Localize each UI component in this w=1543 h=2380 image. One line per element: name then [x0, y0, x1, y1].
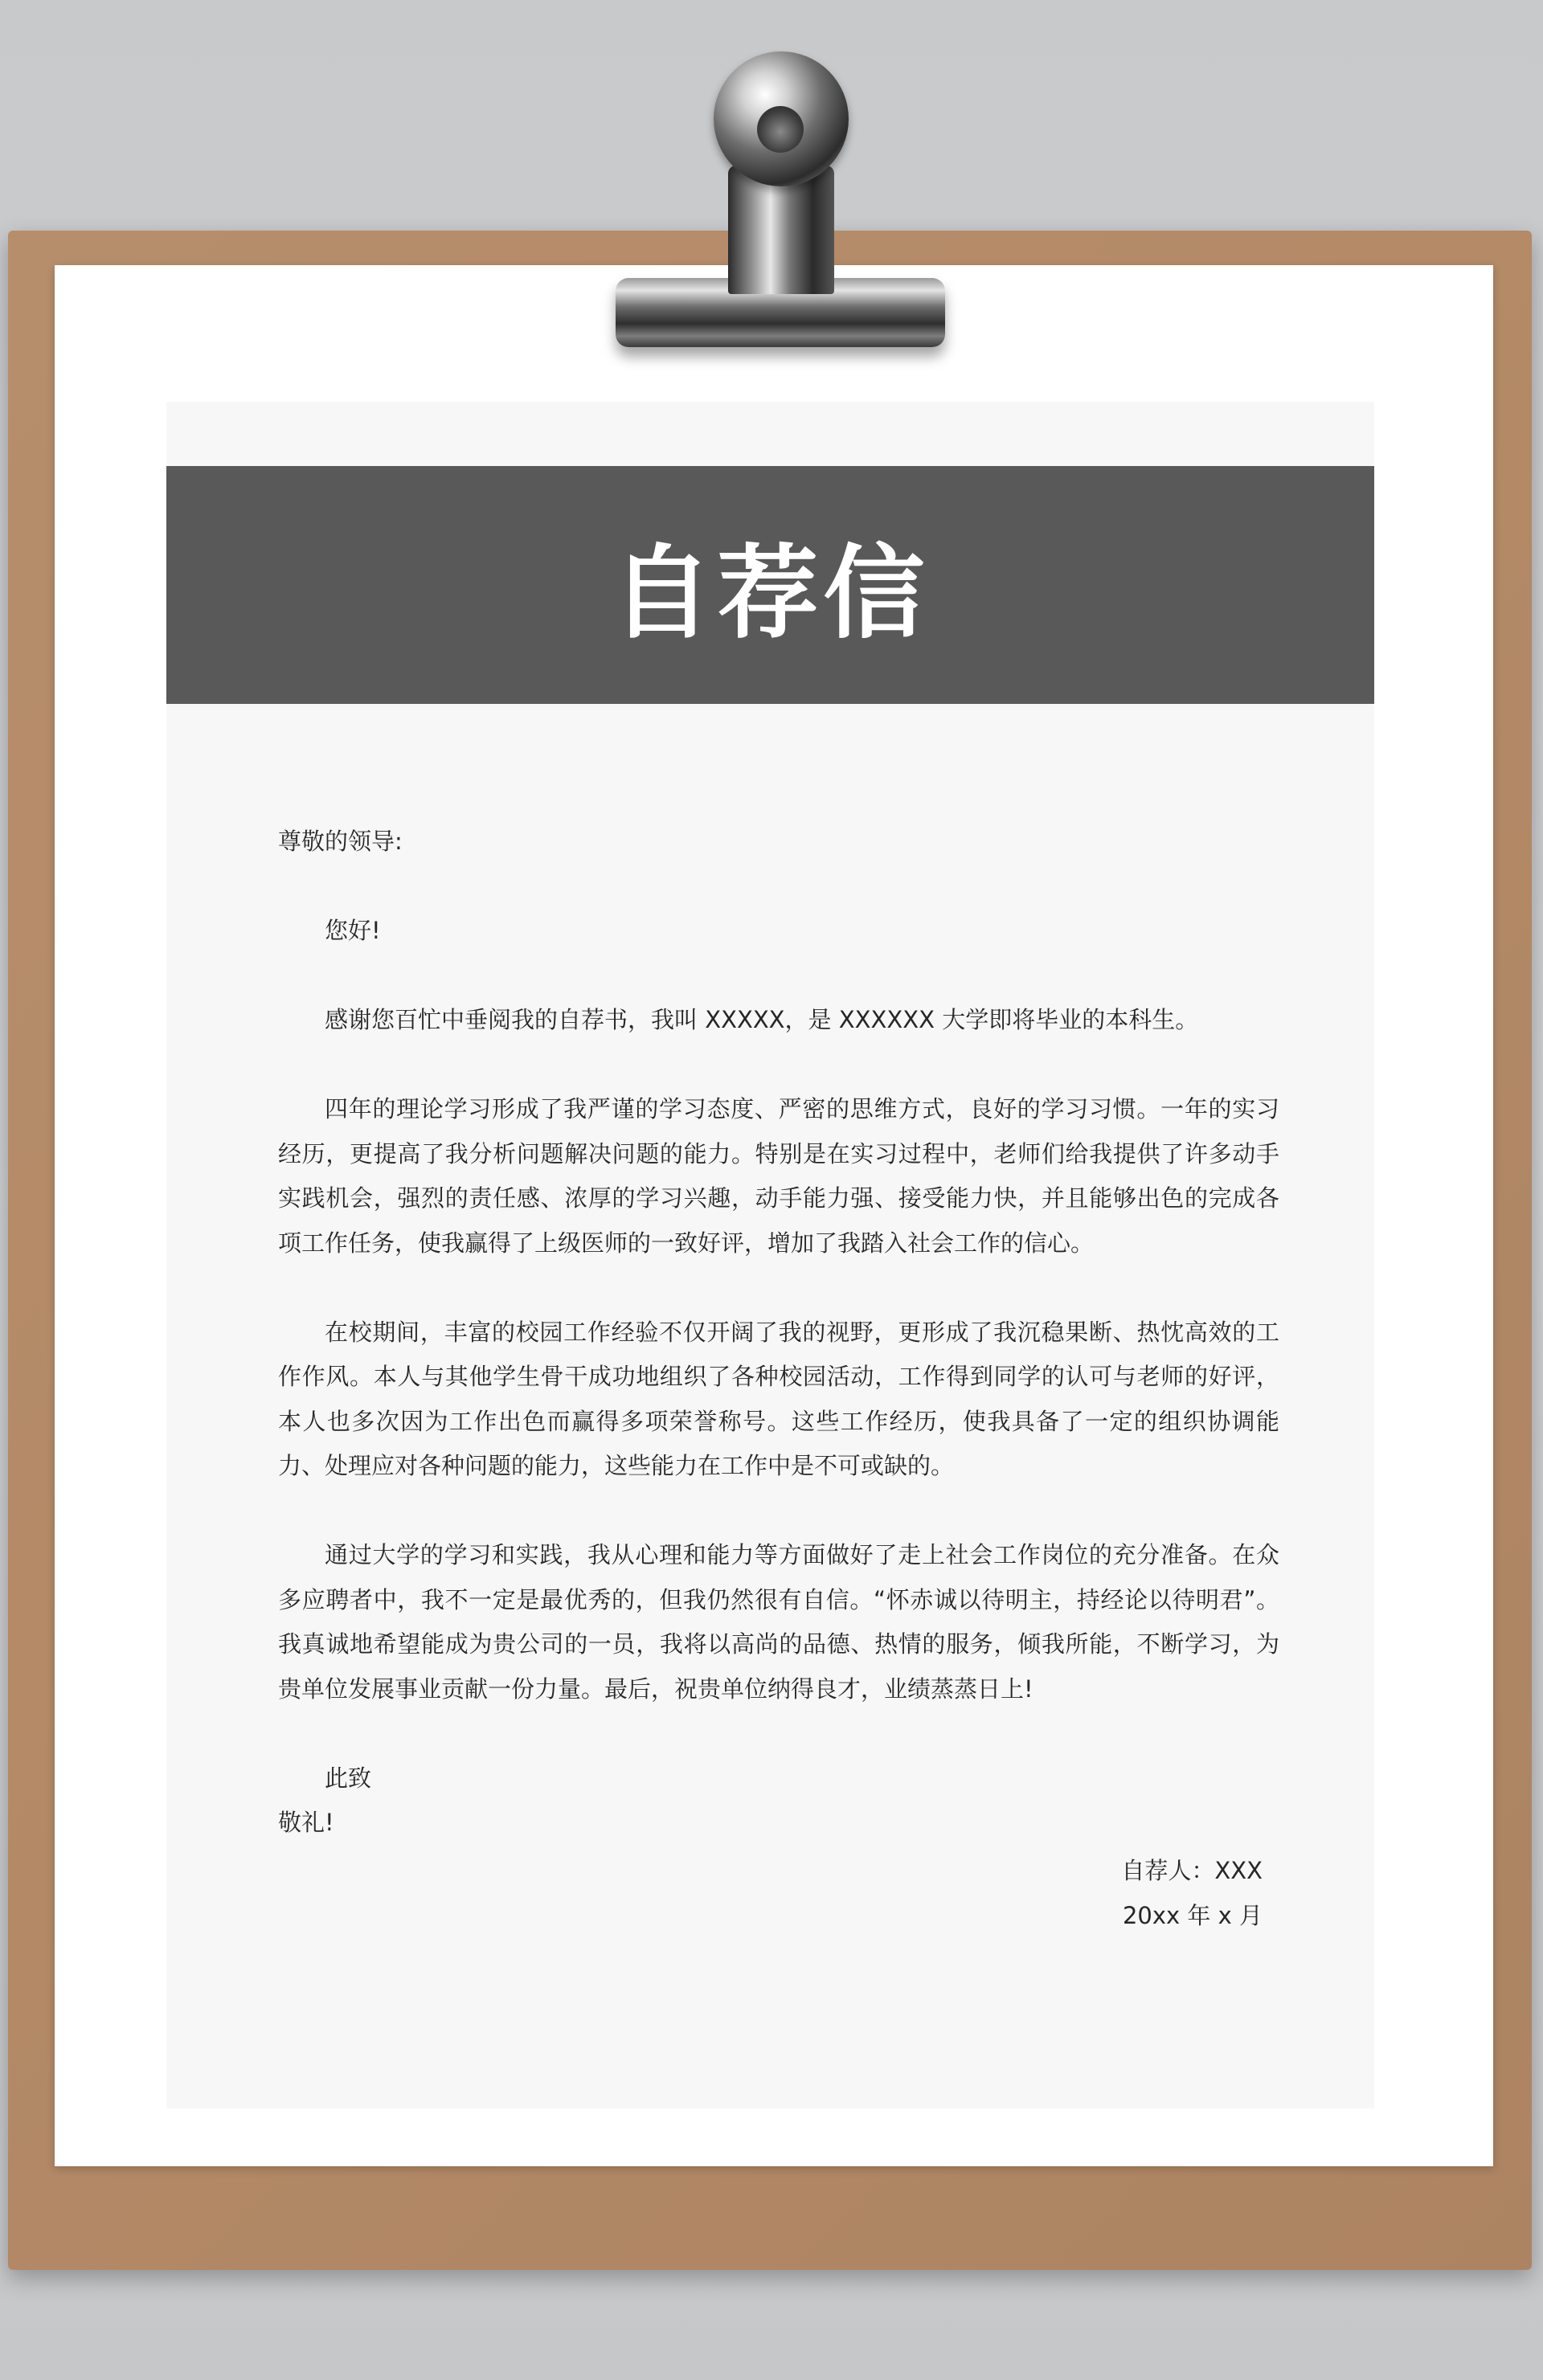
- paragraph-campus: 在校期间，丰富的校园工作经验不仅开阔了我的视野，更形成了我沉稳果断、热忱高效的工作作风。本人与其他学生骨干成功地组织了各种校园活动，工作得到同学的认可与老师的好评，本人也多次因为工作出色而赢得多项荣誉称号。这些工作经历，使我具备了一定的组织协调能力、处理应对各种问题的能力，这些能力在工作中是不可或缺的。: [278, 1318, 1279, 1479]
- paragraph-intro: 感谢您百忙中垂阅我的自荐书，我叫 XXXXX，是 XXXXXX 大学即将毕业的本科生。: [325, 1006, 1199, 1033]
- closing-line-1: 此致: [325, 1764, 372, 1792]
- closing-line-2: 敬礼!: [278, 1809, 334, 1836]
- paragraph-closing: 通过大学的学习和实践，我从心理和能力等方面做好了走上社会工作岗位的充分准备。在众多应聘者中，我不一定是最优秀的，但我仍然很有自信。“怀赤诚以待明主，持经论以待明君”。我真诚地希望能成为贵公司的一员，我将以高尚的品德、热情的服务，倾我所能，不断学习，为贵单位发展事业贡献一份力量。最后，祝贵单位纳得良才，业绩蒸蒸日上!: [278, 1541, 1279, 1703]
- paragraph-study: 四年的理论学习形成了我严谨的学习态度、严密的思维方式，良好的学习习惯。一年的实习经历，更提高了我分析问题解决问题的能力。特别是在实习过程中，老师们给我提供了许多动手实践机会，强烈的责任感、浓厚的学习兴趣，动手能力强、接受能力快，并且能够出色的完成各项工作任务，使我赢得了上级医师的一致好评，增加了我踏入社会工作的信心。: [278, 1095, 1279, 1257]
- title-banner: [166, 466, 1374, 704]
- signer: 自荐人：XXX: [1121, 1857, 1263, 1884]
- binder-clip-hole: [757, 106, 804, 153]
- signature-block: [1121, 1848, 1263, 1938]
- page-title: 自荐信: [611, 534, 930, 652]
- greeting: 您好!: [325, 917, 381, 944]
- salutation: 尊敬的领导:: [278, 828, 403, 855]
- letter-body: [278, 820, 1279, 1846]
- date: 20xx 年 x 月: [1122, 1902, 1263, 1929]
